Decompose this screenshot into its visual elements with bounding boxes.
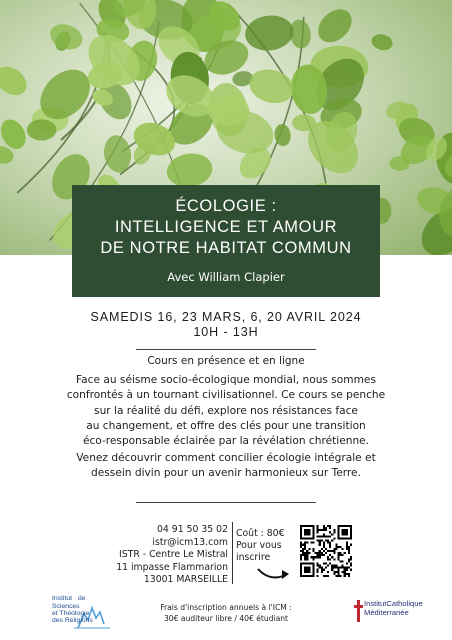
qr-module	[300, 546, 302, 548]
qr-module	[325, 540, 327, 542]
qr-module	[302, 544, 304, 546]
qr-module	[321, 540, 323, 542]
qr-module	[308, 548, 310, 550]
istr-logo-line: Sciences	[52, 603, 80, 610]
leaf	[312, 3, 359, 49]
qr-module	[346, 542, 348, 544]
qr-module	[317, 562, 319, 564]
qr-module	[300, 556, 302, 558]
qr-module	[319, 565, 321, 567]
fees-line-2: 30€ auditeur libre / 40€ étudiant	[163, 614, 289, 623]
qr-module	[346, 567, 348, 569]
qr-module	[319, 529, 321, 531]
description-line: Face au séisme socio-écologique mondial, nous sommes	[76, 374, 376, 386]
qr-module	[335, 567, 337, 569]
qr-module	[331, 550, 333, 552]
istr-logo-text	[52, 595, 72, 602]
qr-module	[325, 575, 327, 577]
qr-module	[329, 525, 331, 527]
qr-module	[321, 569, 323, 571]
contact-phone[interactable]: 04 91 50 35 02	[157, 524, 228, 535]
qr-module	[304, 556, 306, 558]
icm-cross-icon	[354, 600, 364, 624]
qr-finder	[304, 529, 310, 535]
cost-cta-2: inscrire	[236, 552, 271, 563]
qr-module	[335, 565, 337, 567]
qr-module	[342, 554, 344, 556]
qr-module	[306, 554, 308, 556]
qr-module	[348, 567, 350, 569]
qr-module	[331, 533, 333, 535]
cost-block	[236, 528, 298, 564]
qr-module	[350, 558, 352, 560]
qr-finder	[304, 567, 310, 573]
qr-module	[342, 571, 344, 573]
qr-module	[317, 540, 319, 542]
qr-module	[319, 535, 321, 537]
qr-module	[327, 571, 329, 573]
qr-module	[337, 556, 339, 558]
qr-module	[317, 565, 319, 567]
qr-module	[344, 552, 346, 554]
qr-module	[323, 554, 325, 556]
icm-logo-line: InstitutCatholique	[364, 599, 423, 608]
qr-module	[300, 550, 302, 552]
qr-module	[317, 527, 319, 529]
qr-module	[335, 575, 337, 577]
qr-module	[333, 550, 335, 552]
qr-module	[319, 567, 321, 569]
qr-module	[337, 567, 339, 569]
qr-module	[325, 562, 327, 564]
qr-module	[342, 548, 344, 550]
qr-module	[329, 546, 331, 548]
qr-module	[319, 540, 321, 542]
qr-module	[323, 533, 325, 535]
istr-logo-line: Institut	[52, 595, 73, 602]
registration-qr-code[interactable]	[300, 525, 352, 577]
qr-module	[333, 529, 335, 531]
description-line: éco-responsable éclairée par la révélation chrétienne.	[82, 435, 370, 448]
qr-module	[329, 550, 331, 552]
qr-module	[304, 546, 306, 548]
course-dates: SAMEDIS 16, 23 MARS, 6, 20 AVRIL 2024	[90, 310, 362, 324]
qr-module	[337, 571, 339, 573]
leaf	[0, 61, 32, 101]
qr-module	[317, 529, 319, 531]
qr-module	[317, 575, 319, 577]
qr-module	[312, 558, 314, 560]
qr-module	[319, 542, 321, 544]
qr-module	[329, 527, 331, 529]
qr-module	[331, 569, 333, 571]
leaf	[47, 20, 86, 54]
description-paragraph-2	[40, 451, 412, 482]
qr-module	[304, 554, 306, 556]
qr-module	[300, 554, 302, 556]
qr-module	[337, 552, 339, 554]
qr-module	[333, 567, 335, 569]
qr-module	[323, 527, 325, 529]
qr-module	[342, 567, 344, 569]
title-line-2: INTELLIGENCE ET AMOUR	[114, 218, 338, 236]
contact-city: 13001 MARSEILLE	[143, 574, 228, 586]
qr-module	[323, 550, 325, 552]
qr-module	[337, 546, 339, 548]
qr-module	[344, 569, 346, 571]
qr-module	[350, 544, 352, 546]
qr-module	[323, 546, 325, 548]
qr-module	[340, 552, 342, 554]
qr-module	[317, 552, 319, 554]
qr-module	[335, 548, 337, 550]
qr-module	[306, 542, 308, 544]
qr-module	[335, 571, 337, 573]
qr-module	[333, 571, 335, 573]
qr-module	[306, 550, 308, 552]
qr-module	[340, 554, 342, 556]
contact-email[interactable]: istr@icm13.com	[152, 536, 228, 548]
description-line: Venez découvrir comment concilier écologie intégrale et	[76, 452, 376, 464]
icm-logo-line: Méditerranée	[364, 607, 409, 617]
qr-module	[329, 554, 331, 556]
qr-module	[333, 552, 335, 554]
qr-module	[344, 573, 346, 575]
qr-module	[319, 556, 321, 558]
qr-module	[319, 550, 321, 552]
qr-module	[315, 552, 317, 554]
qr-module	[344, 567, 346, 569]
qr-module	[310, 542, 312, 544]
qr-module	[337, 554, 339, 556]
qr-module	[325, 535, 327, 537]
qr-module	[346, 562, 348, 564]
leaf	[292, 114, 316, 131]
qr-module	[331, 540, 333, 542]
qr-module	[323, 525, 325, 527]
qr-module	[323, 529, 325, 531]
istr-logo-line: des Religions	[52, 617, 93, 625]
icm-logo-text	[364, 600, 423, 617]
istr-logo-line: et Théologie	[52, 610, 90, 618]
qr-module	[321, 571, 323, 573]
qr-module	[333, 565, 335, 567]
qr-module	[319, 554, 321, 556]
qr-module	[327, 550, 329, 552]
qr-module	[304, 548, 306, 550]
qr-module	[346, 573, 348, 575]
qr-module	[327, 535, 329, 537]
qr-module	[346, 569, 348, 571]
qr-module	[348, 546, 350, 548]
description-line: au changement, et offre des clés pour une transition	[86, 419, 366, 432]
qr-module	[319, 544, 321, 546]
registration-fees	[140, 602, 312, 624]
qr-module	[317, 569, 319, 571]
qr-module	[317, 556, 319, 558]
qr-module	[331, 556, 333, 558]
qr-module	[335, 544, 337, 546]
contact-divider	[232, 522, 233, 584]
qr-module	[327, 542, 329, 544]
contact-street: 11 impasse Flammarion	[116, 561, 228, 573]
qr-module	[348, 558, 350, 560]
qr-module	[308, 552, 310, 554]
qr-module	[325, 567, 327, 569]
qr-module	[337, 573, 339, 575]
title-box	[72, 185, 380, 297]
qr-module	[331, 565, 333, 567]
contact-block	[110, 524, 228, 587]
course-hours: 10H - 13H	[193, 325, 259, 339]
qr-module	[348, 575, 350, 577]
qr-module	[321, 554, 323, 556]
qr-module	[304, 552, 306, 554]
qr-module	[333, 573, 335, 575]
leaf	[245, 64, 297, 108]
description-line: dessein divin pour un avenir harmonieux sur Terre.	[91, 467, 361, 480]
qr-module	[323, 542, 325, 544]
qr-module	[302, 548, 304, 550]
qr-module	[333, 558, 335, 560]
speaker-subtitle: Avec William Clapier	[167, 270, 285, 284]
qr-module	[317, 531, 319, 533]
qr-module	[327, 556, 329, 558]
qr-module	[321, 529, 323, 531]
qr-module	[350, 556, 352, 558]
qr-module	[317, 571, 319, 573]
qr-module	[325, 527, 327, 529]
qr-module	[321, 548, 323, 550]
qr-module	[337, 569, 339, 571]
curved-arrow-icon	[256, 566, 292, 582]
qr-module	[342, 560, 344, 562]
qr-module	[323, 569, 325, 571]
qr-module	[344, 571, 346, 573]
qr-module	[350, 565, 352, 567]
description-line: sur la réalité du défi, explore nos résistances face	[94, 404, 358, 417]
qr-module	[346, 544, 348, 546]
qr-module	[319, 552, 321, 554]
qr-module	[315, 556, 317, 558]
qr-module	[323, 544, 325, 546]
qr-module	[348, 550, 350, 552]
qr-module	[337, 575, 339, 577]
qr-module	[323, 575, 325, 577]
qr-module	[340, 546, 342, 548]
qr-module	[346, 546, 348, 548]
qr-module	[317, 535, 319, 537]
qr-module	[317, 525, 319, 527]
qr-module	[340, 560, 342, 562]
qr-finder	[342, 529, 348, 535]
qr-module	[317, 554, 319, 556]
qr-module	[304, 544, 306, 546]
leaf	[370, 32, 394, 52]
icm-logo	[354, 598, 444, 628]
qr-module	[329, 544, 331, 546]
qr-module	[329, 531, 331, 533]
qr-module	[327, 558, 329, 560]
qr-module	[333, 548, 335, 550]
qr-module	[329, 558, 331, 560]
qr-module	[304, 558, 306, 560]
istr-logo-text-2	[78, 595, 86, 602]
leaf	[243, 13, 295, 53]
qr-module	[344, 575, 346, 577]
qr-module	[306, 556, 308, 558]
title-line-3: DE NOTRE HABITAT COMMUN	[100, 239, 352, 257]
qr-module	[327, 525, 329, 527]
qr-module	[300, 544, 302, 546]
qr-module	[321, 535, 323, 537]
qr-module	[325, 529, 327, 531]
qr-module	[340, 567, 342, 569]
istr-logo	[44, 594, 114, 630]
qr-module	[340, 575, 342, 577]
description-line: confrontés à un tournant civilisationnel. Ce cours se penche	[66, 389, 386, 402]
cost-cta-1: Pour vous	[236, 540, 282, 551]
qr-module	[348, 573, 350, 575]
qr-module	[348, 560, 350, 562]
fees-line-1: Frais d'inscription annuels à l'ICM :	[160, 603, 292, 612]
qr-module	[329, 542, 331, 544]
istr-logo-line: de	[78, 595, 86, 602]
divider-top	[136, 349, 316, 350]
qr-module	[329, 535, 331, 537]
qr-module	[321, 567, 323, 569]
qr-module	[312, 542, 314, 544]
qr-module	[327, 540, 329, 542]
qr-module	[350, 562, 352, 564]
leaf	[27, 119, 57, 140]
qr-module	[327, 565, 329, 567]
qr-module	[337, 558, 339, 560]
qr-module	[300, 542, 302, 544]
qr-module	[321, 552, 323, 554]
qr-module	[331, 567, 333, 569]
cost-price: Coût : 80€	[236, 528, 285, 539]
course-mode: Cours en présence et en ligne	[147, 355, 305, 367]
istr-logo-text-3	[52, 603, 93, 625]
qr-module	[312, 556, 314, 558]
qr-module	[346, 548, 348, 550]
qr-module	[306, 552, 308, 554]
contact-place: ISTR - Centre Le Mistral	[119, 549, 228, 561]
qr-module	[350, 569, 352, 571]
qr-module	[342, 565, 344, 567]
qr-module	[300, 558, 302, 560]
description-paragraph-1	[40, 373, 412, 449]
qr-module	[302, 554, 304, 556]
qr-module	[325, 548, 327, 550]
divider-bottom	[136, 502, 316, 503]
qr-module	[327, 575, 329, 577]
qr-module	[306, 558, 308, 560]
qr-module	[304, 542, 306, 544]
qr-module	[333, 537, 335, 539]
qr-module	[323, 535, 325, 537]
qr-module	[312, 550, 314, 552]
qr-module	[335, 546, 337, 548]
qr-module	[312, 548, 314, 550]
title-line-1: ÉCOLOGIE :	[175, 197, 277, 215]
qr-module	[323, 562, 325, 564]
qr-module	[310, 556, 312, 558]
qr-module	[348, 548, 350, 550]
qr-module	[302, 552, 304, 554]
qr-module	[325, 552, 327, 554]
qr-module	[302, 550, 304, 552]
qr-module	[329, 562, 331, 564]
qr-module	[348, 552, 350, 554]
qr-module	[333, 531, 335, 533]
